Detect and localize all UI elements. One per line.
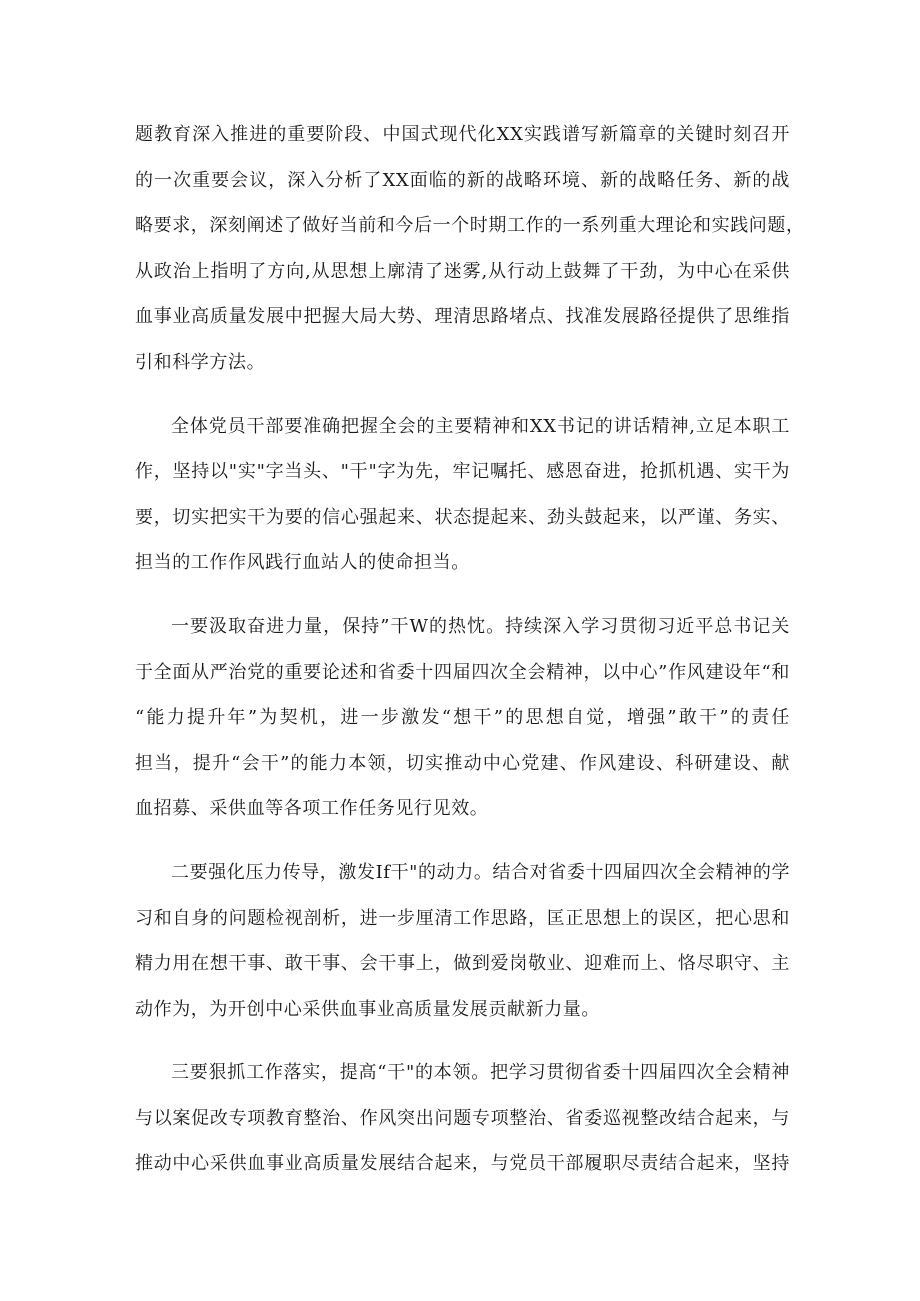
document-body [135, 112, 805, 1205]
text-line: 动作为，为开创中心采供血事业高质量发展贡献新力量。 [135, 998, 600, 1020]
text-line: 要，切实把实干为要的信心强起来、状态提起来、劲头鼓起来，以严谨、务实、 [135, 506, 790, 528]
text-line: 血事业高质量发展中把握大局大势、理清思路堵点、找准发展路径提供了思维指 [135, 306, 790, 328]
text-line: 二要强化压力传导，激发If干"的动力。结合对省委十四届四次全会精神的学 [171, 861, 791, 883]
text-line: 题教育深入推进的重要阶段、中国式现代化XX实践谱写新篇章的关键时刻召开 [135, 124, 790, 145]
text-line: 推动中心采供血事业高质量发展结合起来，与党员干部履职尽责结合起来，坚持 [135, 1153, 790, 1175]
paragraph-1 [135, 112, 805, 386]
text-line: 从政治上指明了方向,从思想上廓清了迷雾,从行动上鼓舞了干劲，为中心在采供 [135, 260, 790, 282]
text-line: 作，坚持以"实"字当头、"干"字为先，牢记嘱托、感恩奋进，抢抓机遇、实干为 [135, 461, 790, 483]
paragraph-4 [135, 850, 790, 1032]
text-line: 于全面从严治党的重要论述和省委十四届四次全会精神，以中心”作风建设年“和 [135, 661, 790, 683]
text-line: 略要求，深刻阐述了做好当前和今后一个时期工作的一系列重大理论和实践问题， [135, 215, 805, 237]
text-line: 全体党员干部要准确把握全会的主要精神和XX书记的讲话精神,立足本职工 [171, 415, 790, 437]
paragraph-2 [135, 404, 790, 586]
text-line: 的一次重要会议，深入分析了XX面临的新的战略环境、新的战略任务、新的战 [135, 169, 790, 191]
text-line: 三要狠抓工作落实，提高“干"的本领。把学习贯彻省委十四届四次全会精神 [171, 1062, 790, 1084]
text-line: 担当，提升“会干”的能力本领，切实推动中心党建、作风建设、科研建设、献 [135, 752, 790, 774]
text-line: 与以案促改专项教育整治、作风突出问题专项整治、省委巡视整改结合起来，与 [135, 1107, 790, 1129]
text-line: “能力提升年”为契机，进一步激发“想干”的思想自觉，增强”敢干”的责任 [135, 707, 790, 729]
text-line: 习和自身的问题检视剖析，进一步厘清工作思路，匡正思想上的误区，把心思和 [135, 907, 790, 929]
text-line: 精力用在想干事、敢干事、会干事上，做到爱岗敬业、迎难而上、恪尽职守、主 [135, 953, 790, 975]
paragraph-5 [135, 1050, 790, 1187]
text-line: 担当的工作作风践行血站人的使命担当。 [135, 552, 470, 574]
text-line: 一要汲取奋进力量，保持”干W的热忱。持续深入学习贯彻习近平总书记关 [171, 615, 790, 637]
text-line: 血招募、采供血等各项工作任务见行见效。 [135, 798, 489, 820]
paragraph-3 [135, 604, 790, 832]
text-line: 引和科学方法。 [135, 351, 266, 373]
